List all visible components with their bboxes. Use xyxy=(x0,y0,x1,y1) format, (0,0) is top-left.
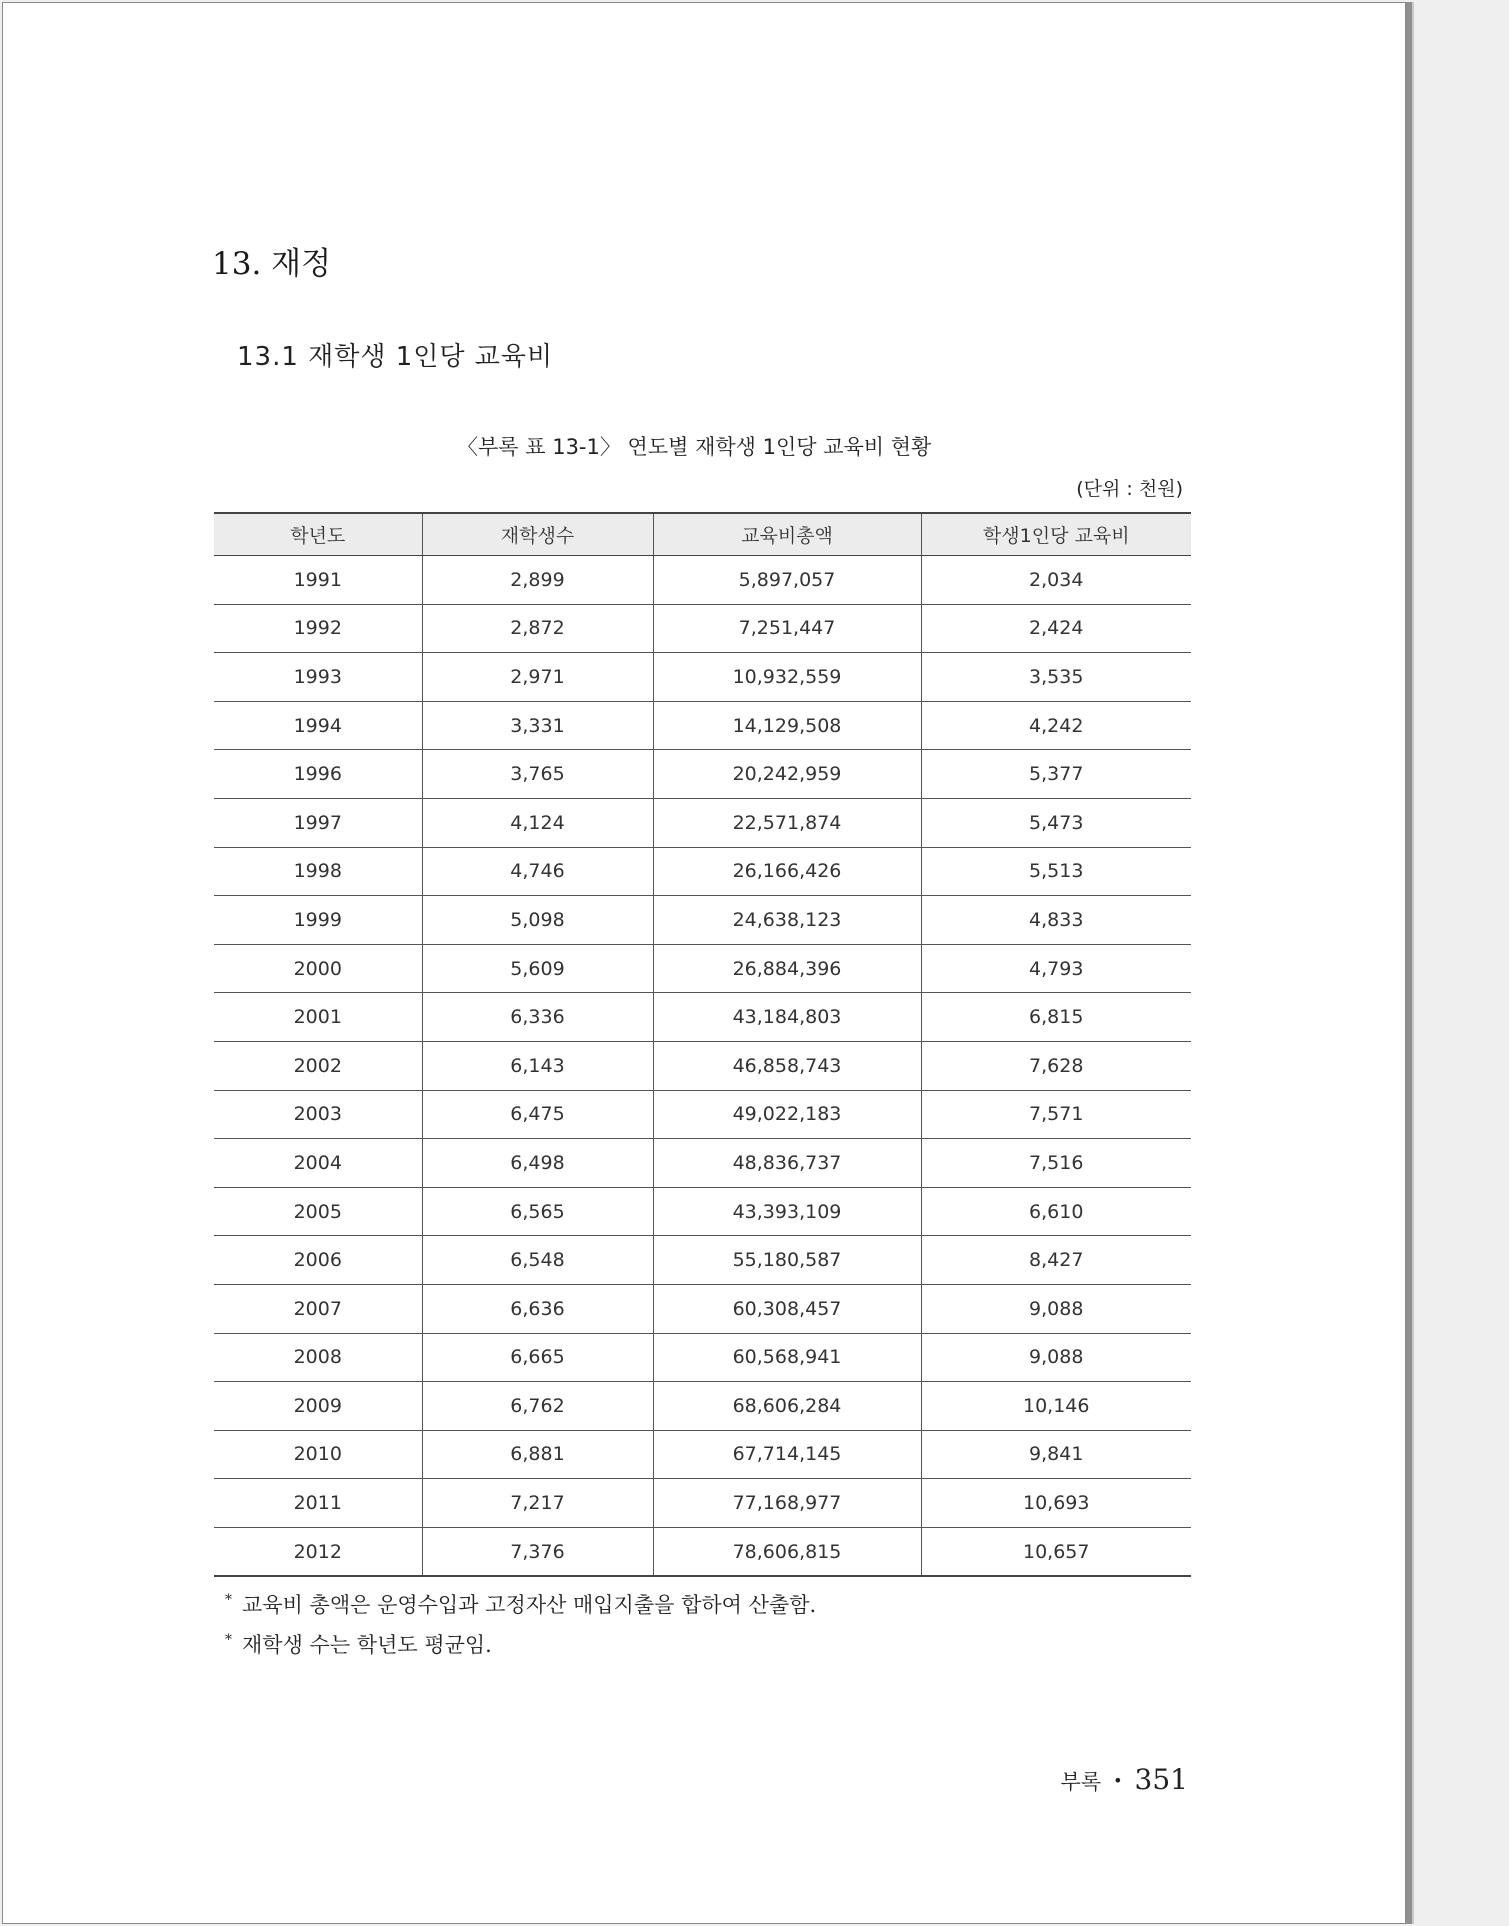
cell-total-cost: 26,166,426 xyxy=(653,847,921,896)
cell-year: 2010 xyxy=(214,1430,422,1479)
cell-students: 6,881 xyxy=(422,1430,653,1479)
cell-per-student-cost: 4,242 xyxy=(921,701,1191,750)
cell-students: 6,665 xyxy=(422,1333,653,1382)
cell-students: 7,376 xyxy=(422,1527,653,1576)
cell-year: 2004 xyxy=(214,1139,422,1188)
table-row xyxy=(214,1382,1191,1431)
table-row xyxy=(214,1479,1191,1528)
cell-total-cost: 43,393,109 xyxy=(653,1187,921,1236)
table-row xyxy=(214,944,1191,993)
cell-total-cost: 49,022,183 xyxy=(653,1090,921,1139)
cell-total-cost: 24,638,123 xyxy=(653,896,921,945)
subsection-title: 13.1 재학생 1인당 교육비 xyxy=(237,342,554,372)
cell-students: 6,548 xyxy=(422,1236,653,1285)
cell-per-student-cost: 9,088 xyxy=(921,1333,1191,1382)
cell-per-student-cost: 5,377 xyxy=(921,750,1191,799)
footnote xyxy=(225,1629,492,1659)
table-row xyxy=(214,1139,1191,1188)
cell-total-cost: 55,180,587 xyxy=(653,1236,921,1285)
cell-students: 5,609 xyxy=(422,944,653,993)
cell-year: 1998 xyxy=(214,847,422,896)
cell-students: 2,971 xyxy=(422,653,653,702)
cell-per-student-cost: 9,088 xyxy=(921,1284,1191,1333)
table-row xyxy=(214,1430,1191,1479)
cell-total-cost: 5,897,057 xyxy=(653,556,921,605)
cell-year: 2012 xyxy=(214,1527,422,1576)
cell-year: 1999 xyxy=(214,896,422,945)
cell-year: 2007 xyxy=(214,1284,422,1333)
cell-students: 6,762 xyxy=(422,1382,653,1431)
cell-year: 1996 xyxy=(214,750,422,799)
cell-per-student-cost: 4,833 xyxy=(921,896,1191,945)
cell-year: 1991 xyxy=(214,556,422,605)
section-title: 13. 재정 xyxy=(212,246,332,282)
cell-total-cost: 43,184,803 xyxy=(653,993,921,1042)
cell-per-student-cost: 10,146 xyxy=(921,1382,1191,1431)
cell-per-student-cost: 7,571 xyxy=(921,1090,1191,1139)
cell-total-cost: 67,714,145 xyxy=(653,1430,921,1479)
cell-students: 5,098 xyxy=(422,896,653,945)
cell-total-cost: 68,606,284 xyxy=(653,1382,921,1431)
cell-per-student-cost: 2,424 xyxy=(921,604,1191,653)
table-row xyxy=(214,653,1191,702)
cell-students: 6,143 xyxy=(422,1041,653,1090)
cell-total-cost: 46,858,743 xyxy=(653,1041,921,1090)
cell-per-student-cost: 4,793 xyxy=(921,944,1191,993)
cell-per-student-cost: 2,034 xyxy=(921,556,1191,605)
cell-students: 2,899 xyxy=(422,556,653,605)
page-footer xyxy=(1061,1763,1188,1796)
cell-total-cost: 77,168,977 xyxy=(653,1479,921,1528)
table-row xyxy=(214,1236,1191,1285)
header-total-cost: 교육비총액 xyxy=(653,513,921,556)
cell-total-cost: 60,308,457 xyxy=(653,1284,921,1333)
cell-per-student-cost: 5,473 xyxy=(921,798,1191,847)
cell-students: 4,746 xyxy=(422,847,653,896)
cell-total-cost: 22,571,874 xyxy=(653,798,921,847)
cell-per-student-cost: 6,610 xyxy=(921,1187,1191,1236)
table-row xyxy=(214,798,1191,847)
page-number: 351 xyxy=(1134,1763,1188,1796)
cell-year: 1993 xyxy=(214,653,422,702)
cell-per-student-cost: 8,427 xyxy=(921,1236,1191,1285)
table-row xyxy=(214,1527,1191,1576)
footnote xyxy=(225,1589,816,1619)
cell-per-student-cost: 10,657 xyxy=(921,1527,1191,1576)
table-row xyxy=(214,1041,1191,1090)
document-page xyxy=(2,2,1406,1924)
unit-label: (단위 : 천원) xyxy=(1076,478,1183,500)
cell-total-cost: 60,568,941 xyxy=(653,1333,921,1382)
cell-year: 2006 xyxy=(214,1236,422,1285)
cell-students: 6,498 xyxy=(422,1139,653,1188)
cell-students: 3,765 xyxy=(422,750,653,799)
cell-year: 2008 xyxy=(214,1333,422,1382)
table-row xyxy=(214,1284,1191,1333)
table-row xyxy=(214,993,1191,1042)
cell-students: 3,331 xyxy=(422,701,653,750)
cell-students: 7,217 xyxy=(422,1479,653,1528)
cell-year: 2003 xyxy=(214,1090,422,1139)
footer-bullet: • xyxy=(1113,1771,1123,1790)
table-row xyxy=(214,1333,1191,1382)
cell-year: 2001 xyxy=(214,993,422,1042)
table-row xyxy=(214,847,1191,896)
cell-per-student-cost: 10,693 xyxy=(921,1479,1191,1528)
header-students: 재학생수 xyxy=(422,513,653,556)
cell-year: 2000 xyxy=(214,944,422,993)
footer-label: 부록 xyxy=(1060,1770,1102,1794)
cell-year: 1992 xyxy=(214,604,422,653)
header-year: 학년도 xyxy=(214,513,422,556)
table-row xyxy=(214,1187,1191,1236)
cell-students: 6,565 xyxy=(422,1187,653,1236)
cell-year: 2002 xyxy=(214,1041,422,1090)
table-row xyxy=(214,701,1191,750)
table-body xyxy=(214,556,1191,1577)
cell-year: 2009 xyxy=(214,1382,422,1431)
table-row xyxy=(214,604,1191,653)
cell-students: 6,475 xyxy=(422,1090,653,1139)
cell-year: 1994 xyxy=(214,701,422,750)
cell-total-cost: 7,251,447 xyxy=(653,604,921,653)
table-row xyxy=(214,896,1191,945)
table-row xyxy=(214,556,1191,605)
cell-per-student-cost: 9,841 xyxy=(921,1430,1191,1479)
footnote-text: 교육비 총액은 운영수입과 고정자산 매입지출을 합하여 산출함. xyxy=(242,1593,817,1617)
table-caption: 〈부록 표 13-1〉 연도별 재학생 1인당 교육비 현황 xyxy=(457,435,932,459)
cell-per-student-cost: 7,516 xyxy=(921,1139,1191,1188)
table-row xyxy=(214,1090,1191,1139)
cell-total-cost: 20,242,959 xyxy=(653,750,921,799)
header-per-student-cost: 학생1인당 교육비 xyxy=(921,513,1191,556)
cell-total-cost: 10,932,559 xyxy=(653,653,921,702)
cell-per-student-cost: 3,535 xyxy=(921,653,1191,702)
cell-students: 4,124 xyxy=(422,798,653,847)
table-row xyxy=(214,750,1191,799)
cell-total-cost: 78,606,815 xyxy=(653,1527,921,1576)
footnote-mark: * xyxy=(225,1632,232,1648)
cell-per-student-cost: 5,513 xyxy=(921,847,1191,896)
cell-students: 6,336 xyxy=(422,993,653,1042)
cell-per-student-cost: 6,815 xyxy=(921,993,1191,1042)
footnote-mark: * xyxy=(225,1592,232,1608)
education-cost-table xyxy=(214,512,1191,1577)
cell-total-cost: 48,836,737 xyxy=(653,1139,921,1188)
cell-year: 2005 xyxy=(214,1187,422,1236)
footnote-text: 재학생 수는 학년도 평균임. xyxy=(242,1633,492,1657)
cell-students: 6,636 xyxy=(422,1284,653,1333)
cell-per-student-cost: 7,628 xyxy=(921,1041,1191,1090)
cell-total-cost: 14,129,508 xyxy=(653,701,921,750)
cell-students: 2,872 xyxy=(422,604,653,653)
table-header-row xyxy=(214,513,1191,556)
cell-year: 1997 xyxy=(214,798,422,847)
cell-total-cost: 26,884,396 xyxy=(653,944,921,993)
cell-year: 2011 xyxy=(214,1479,422,1528)
